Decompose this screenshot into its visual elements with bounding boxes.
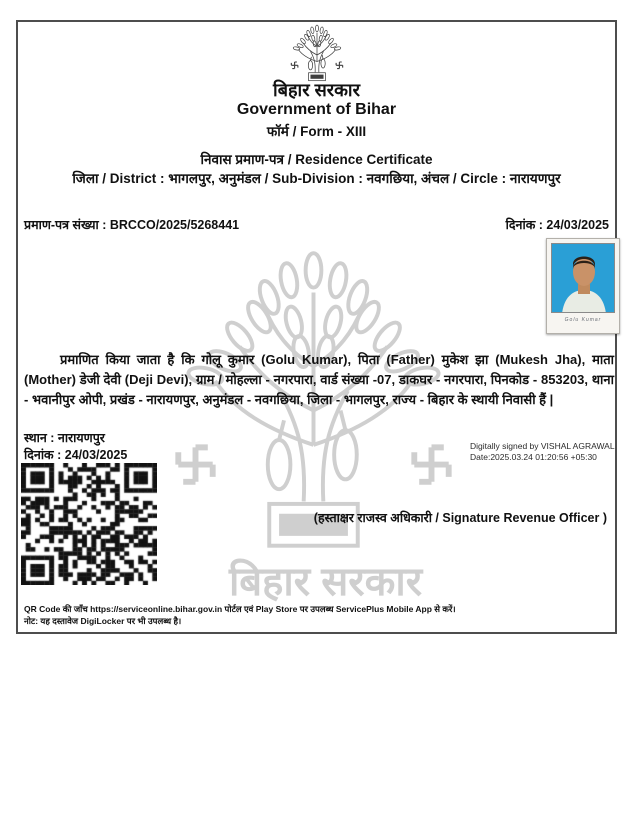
- footer-digilocker-note: नोट: यह दस्तावेज DigiLocker पर भी उपलब्ध है।: [24, 616, 182, 626]
- certificate-date: दिनांक : 24/03/2025: [505, 218, 609, 232]
- residence-certificate: [16, 20, 617, 634]
- watermark-text: बिहार सरकार: [228, 560, 423, 604]
- org-name-english: Government of Bihar: [236, 101, 397, 118]
- digital-signature-line2: Date:2025.03.24 01:20:56 +05:30: [470, 452, 597, 462]
- certificate-body-text: प्रमाणित किया जाता है कि गोलू कुमार (Golu Kumar), पिता (Father) मुकेश झा (Mukesh Jha), माता (Mother) डेजी देवी (Deji Devi), ग्राम / मोहल्ला - नगरपारा, वार्ड संख्या -07, डाकघर - नगरपारा, पिनकोड - 853203, थाना - भवानीपुर ओपी, प्रखंड - नारायणपुर, अनुमंडल - नवगछिया, जिला - भागलपुर, राज्य - बिहार के स्थायी निवासी हैं |: [24, 352, 614, 407]
- org-name-hindi: बिहार सरकार: [273, 80, 360, 100]
- form-number: फॉर्म / Form - XIII: [266, 124, 367, 139]
- photo-signature-caption: Golu Kumar: [564, 317, 602, 323]
- footer-notes: [24, 603, 609, 627]
- digital-signature-block: [470, 441, 630, 463]
- applicant-photo-image: [551, 243, 615, 313]
- digital-signature-line1: Digitally signed by VISHAL AGRAWAL: [470, 441, 615, 451]
- person-portrait-icon: [552, 244, 615, 313]
- issue-date: दिनांक : 24/03/2025: [24, 448, 128, 462]
- signature-officer-caption: (हस्ताक्षर राजस्व अधिकारी / Signature Revenue Officer ): [313, 511, 607, 525]
- applicant-photo: [546, 238, 620, 334]
- bihar-emblem-icon: [289, 24, 345, 86]
- certificate-meta-row: [24, 216, 609, 233]
- certificate-title: निवास प्रमाण-पत्र / Residence Certificate: [200, 152, 433, 167]
- footer-qr-note: QR Code की जाँच https://serviceonline.bihar.gov.in पोर्टल एवं Play Store पर उपलब्ध ServicePlus Mobile App से करें।: [24, 604, 456, 614]
- certificate-number: प्रमाण-पत्र संख्या : BRCCO/2025/5268441: [24, 218, 240, 232]
- district-line: जिला / District : भागलपुर, अनुमंडल / Sub-Division : नवगछिया, अंचल / Circle : नारायणपुर: [72, 171, 561, 186]
- qr-code: [21, 463, 157, 585]
- issue-place: स्थान : नारायणपुर: [24, 431, 105, 445]
